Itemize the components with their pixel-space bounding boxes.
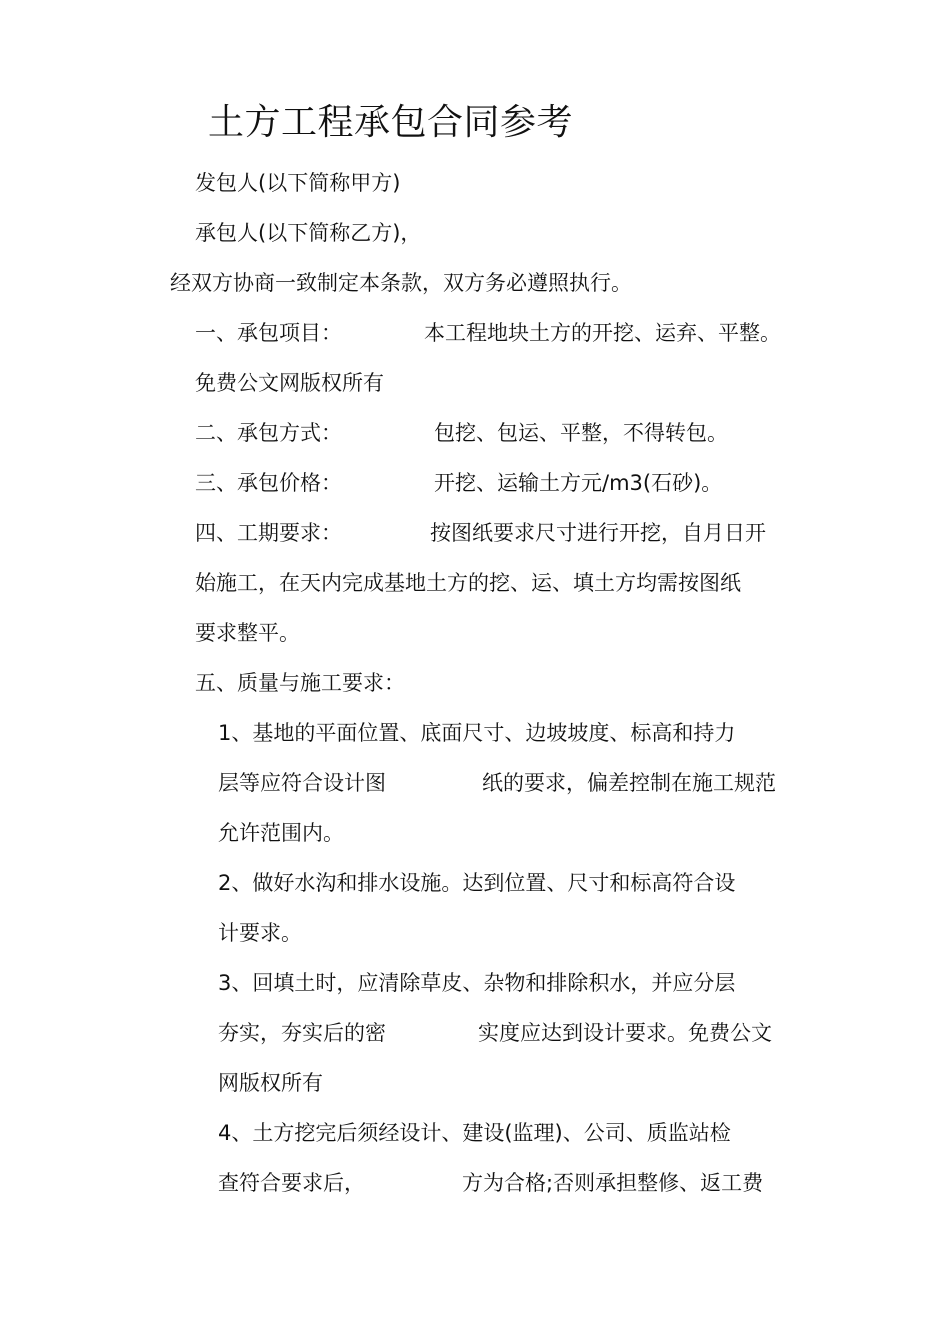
- item3-line2b: 实度应达到设计要求。免费公文: [478, 1021, 772, 1045]
- item4-line2b: 方为合格;否则承担整修、返工费: [462, 1171, 764, 1195]
- item1-line3: 允许范围内。: [218, 821, 344, 845]
- section5-label: 五、质量与施工要求：: [195, 671, 405, 695]
- section4-line3: 要求整平。: [195, 621, 300, 645]
- section2-label: 二、承包方式：: [195, 421, 342, 445]
- section2-value: 包挖、包运、平整，不得转包。: [434, 421, 728, 445]
- section4-label: 四、工期要求：: [195, 521, 342, 545]
- document-title: 土方工程承包合同参考: [208, 102, 574, 143]
- item2-line2: 计要求。: [218, 921, 302, 945]
- section3-value: 开挖、运输土方元/m3(石砂)。: [434, 471, 723, 495]
- section4-line2: 始施工，在天内完成基地土方的挖、运、填土方均需按图纸: [195, 571, 741, 595]
- item1-line1: 1、基地的平面位置、底面尺寸、边坡坡度、标高和持力: [218, 721, 736, 745]
- item3-line3: 网版权所有: [218, 1071, 323, 1095]
- item1-line2b: 纸的要求，偏差控制在施工规范: [482, 771, 776, 795]
- section4-value: 按图纸要求尺寸进行开挖，自月日开: [430, 521, 766, 545]
- party-a-line: 发包人(以下简称甲方): [195, 171, 401, 195]
- item4-line2a: 查符合要求后，: [218, 1171, 365, 1195]
- section1-label: 一、承包项目：: [195, 321, 342, 345]
- item3-line1: 3、回填土时，应清除草皮、杂物和排除积水，并应分层: [218, 971, 736, 995]
- item1-line2a: 层等应符合设计图: [218, 771, 386, 795]
- section1-value: 本工程地块土方的开挖、运弃、平整。: [424, 321, 781, 345]
- item3-line2a: 夯实，夯实后的密: [218, 1021, 386, 1045]
- section1-note: 免费公文网版权所有: [195, 371, 384, 395]
- item2-line1: 2、做好水沟和排水设施。达到位置、尺寸和标高符合设: [218, 871, 736, 895]
- item4-line1: 4、土方挖完后须经设计、建设(监理)、公司、质监站检: [218, 1121, 731, 1145]
- intro-line: 经双方协商一致制定本条款，双方务必遵照执行。: [170, 271, 632, 295]
- section3-label: 三、承包价格：: [195, 471, 342, 495]
- party-b-line: 承包人(以下简称乙方)，: [195, 221, 422, 245]
